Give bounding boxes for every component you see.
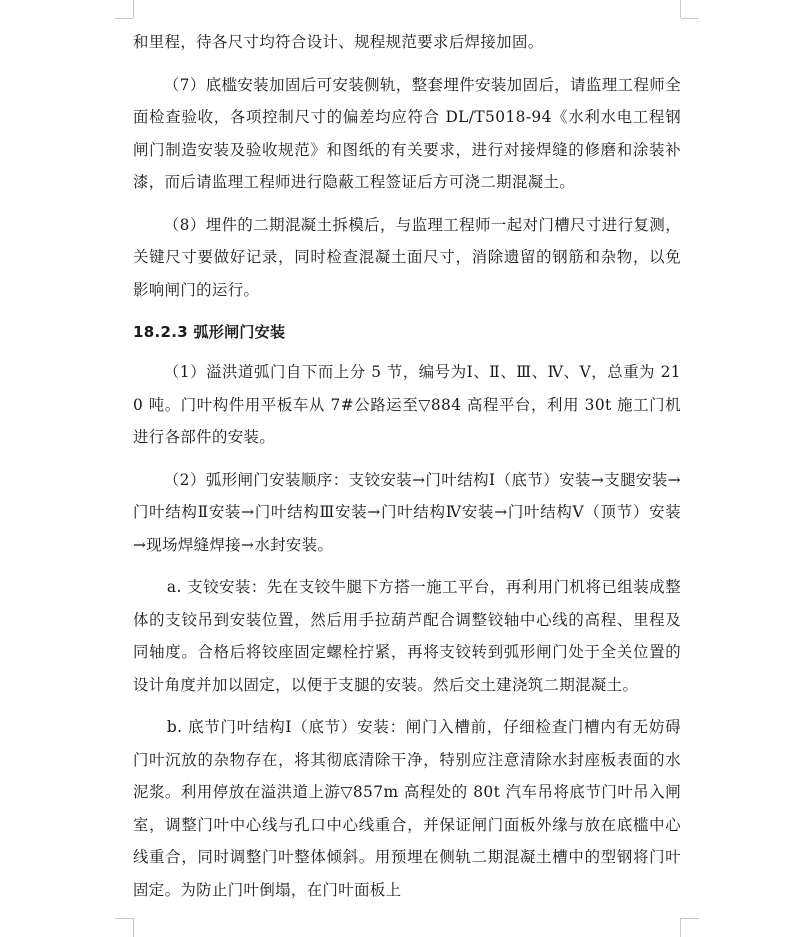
crop-mark-bottom-left: [115, 918, 133, 919]
crop-mark-bottom-right: [680, 918, 681, 937]
paragraph-item-b: b. 底节门叶结构Ⅰ（底节）安装：闸门入槽前，仔细检查门槽内有无妨碍门叶沉放的杂物存在，将其彻底清除干净，特别应注意清除水封座板表面的水泥浆。利用停放在溢洪道上游▽857m 高程处的 80t 汽车吊将底节门叶吊入闸室，调整门叶中心线与孔口中心线重合，并保证闸门面板外缘与放在底槛中心线重合，同时调整门叶整体倾斜。用预埋在侧轨二期混凝土槽中的型钢将门叶固定。为防止门叶倒塌，在门叶面板上: [133, 718, 681, 899]
paragraph-item-8: （8）埋件的二期混凝土拆模后，与监理工程师一起对门槽尺寸进行复测，关键尺寸要做好记录，同时检查混凝土面尺寸，消除遗留的钢筋和杂物，以免影响闸门的运行。: [133, 215, 681, 299]
crop-mark-top-right: [680, 0, 681, 18]
paragraph-item-1: （1）溢洪道弧门自下而上分 5 节，编号为Ⅰ、Ⅱ、Ⅲ、Ⅳ、Ⅴ，总重为 210 吨。门叶构件用平板车从 7#公路运至▽884 高程平台，利用 30t 施工门机进行各部件的安装。: [133, 363, 681, 446]
document-body: [133, 26, 681, 916]
paragraph-item-7: （7）底槛安装加固后可安装侧轨，整套埋件安装加固后，请监理工程师全面检查验收，各项控制尺寸的偏差均应符合 DL/T5018-94《水利水电工程钢闸门制造安装及验收规范》和图纸的有关要求，进行对接焊缝的修磨和涂装补漆，而后请监理工程师进行隐蔽工程签证后方可浇二期混凝土。: [133, 75, 681, 191]
crop-mark-bottom-left: [133, 918, 134, 937]
crop-mark-bottom-right: [681, 918, 699, 919]
section-heading: 18.2.3 弧形闸门安装: [133, 323, 286, 341]
paragraph-item-2: （2）弧形闸门安装顺序：支铰安装→门叶结构Ⅰ（底节）安装→支腿安装→门叶结构Ⅱ安装→门叶结构Ⅲ安装→门叶结构Ⅳ安装→门叶结构Ⅴ（顶节）安装→现场焊缝焊接→水封安装。: [133, 470, 681, 554]
crop-mark-top-left: [133, 0, 134, 18]
paragraph-item-a: a. 支铰安装：先在支铰牛腿下方搭一施工平台，再利用门机将已组装成整体的支铰吊到安装位置，然后用手拉葫芦配合调整铰轴中心线的高程、里程及同轴度。合格后将铰座固定螺栓拧紧，再将支铰转到弧形闸门处于全关位置的设计角度并加以固定，以便于支腿的安装。然后交土建浇筑二期混凝土。: [133, 578, 681, 694]
paragraph-continuation: 和里程，待各尺寸均符合设计、规程规范要求后焊接加固。: [133, 33, 544, 51]
crop-mark-top-left: [115, 18, 133, 19]
crop-mark-top-right: [681, 18, 699, 19]
